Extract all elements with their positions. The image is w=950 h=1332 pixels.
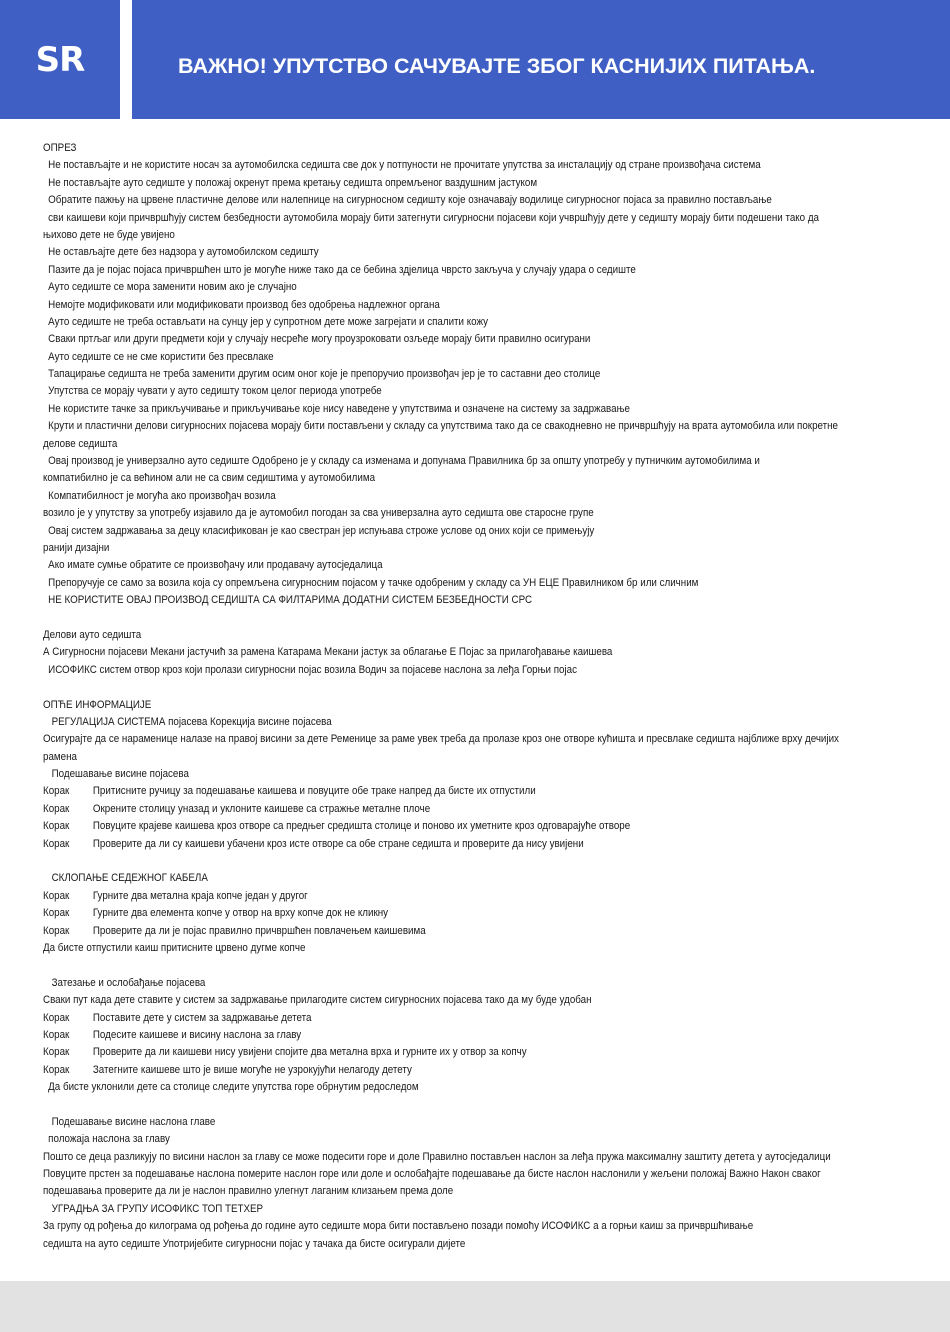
- general-heading: ОПЋЕ ИНФОРМАЦИЈЕ: [43, 698, 152, 711]
- step-row: Корак Поставите дете у систем за задржавање детета: [43, 1011, 312, 1024]
- tighten-heading: Затезање и ослобађање појасева: [51, 976, 206, 989]
- footer-bar: [0, 1281, 950, 1332]
- manual-content: [43, 140, 903, 1253]
- header-divider: [120, 0, 132, 119]
- section-subheading: РЕГУЛАЦИЈА СИСТЕМА појасева Корекција висине појасева: [51, 715, 332, 728]
- language-code: SR: [35, 39, 85, 80]
- warning-line: Немојте модификовати или модификовати производ без одобрења надлежног органа: [48, 298, 440, 311]
- warning-line: НЕ КОРИСТИТЕ ОВАЈ ПРОИЗВОД СЕДИШТА СА ФИЛТАРИМА ДОДАТНИ СИСТЕМ БЕЗБЕДНОСТИ СРС: [48, 594, 533, 607]
- step-row: Корак Проверите да ли каишеви нису увијени спојите два метална врха и гурните их у отвор за копчу: [43, 1046, 527, 1059]
- warning-line: њихово дете не буде увијено: [43, 228, 175, 241]
- step-row: Корак Подесите каишеве и висину наслона за главу: [43, 1028, 302, 1041]
- warning-line: Не постављајте и не користите носач за аутомобилска седишта све док у потпуности не прочитате упутства за инсталацију од стране произвођача система: [48, 159, 761, 172]
- warning-line: Сваки пртљаг или други предмети који у случају несреће могу проузроковати озљеде морају бити правилно осигурани: [48, 333, 591, 346]
- warning-line: Ауто седиште не треба остављати на сунцу јер у супротном дете може загрејати и спалити кожу: [48, 315, 489, 328]
- warning-line: Пазите да је појас појаса причвршћен што је могуће ниже тако да се бебина здјелица чврсто закључа у случају удара о седиште: [48, 263, 636, 276]
- warning-line: делове седишта: [43, 437, 118, 450]
- install-heading: УГРАДЊА ЗА ГРУПУ ИСОФИКС ТОП ТЕТХЕР: [51, 1202, 264, 1215]
- warning-heading: ОПРЕЗ: [43, 142, 77, 154]
- warning-line: Не остављајте дете без надзора у аутомобилском седишту: [48, 246, 319, 259]
- paragraph-line: За групу од рођења до килограма од рођења до године ауто седиште мора бити постављено позади помоћу ИСОФИКС а а горњи каиш за причвршћивање: [43, 1220, 754, 1233]
- section-subheading: положаја наслона за главу: [48, 1133, 170, 1146]
- step-row: Корак Проверите да ли су каишеви убачени кроз исте отворе са обе стране седишта и проверите да нису увијени: [43, 837, 584, 850]
- section-subheading: Подешавање висине појасева: [51, 768, 189, 781]
- paragraph-line: рамена: [43, 750, 77, 763]
- warning-line: Тапацирање седишта не треба заменити другим осим оног које је препоручио произвођач јер је то саставни део столице: [48, 368, 601, 381]
- step-row: Корак Затегните каишеве што је више могуће не узрокујући нелагоду детету: [43, 1063, 412, 1076]
- paragraph-line: Да бисте уклонили дете са столице следите упутства горе обрнутим редоследом: [48, 1081, 419, 1094]
- paragraph-line: Да бисте отпустили каиш притисните црвено дугме копче: [43, 941, 306, 954]
- parts-heading: Делови ауто седишта: [43, 628, 142, 641]
- warning-line: Крути и пластични делови сигурносних појасева морају бити постављени у складу са упутствима тако да се свакодневно не причвршћују на врата аутомобила или покретне: [48, 420, 839, 433]
- warning-line: Компатибилност је могућа ако произвођач возила: [48, 489, 276, 502]
- page-title: ВАЖНО! УПУТСТВО САЧУВАЈТЕ ЗБОГ КАСНИЈИХ ПИТАЊА.: [178, 54, 816, 78]
- warning-line: Овај производ је универзално ауто седиште Одобрено је у складу са изменама и допунама Правилника бр за општу употребу у путничким аутомобилима и: [48, 455, 760, 468]
- paragraph-line: седишта на ауто седиште Употријебите сигурносни појас у тачака да бисте осигурали дијете: [43, 1237, 466, 1250]
- paragraph-line: Повуците прстен за подешавање наслона померите наслон горе или доле и ослобађајте подешавање да бисте наслон наслонили у жељени положај Важно Након сваког: [43, 1168, 821, 1181]
- warning-line: Не постављајте ауто седиште у положај окренут према кретању седишта опремљеног ваздушним јастуком: [48, 176, 538, 189]
- warning-line: Овај систем задржавања за децу класификован је као свестран јер испуњава строже услове од оних који се примењују: [48, 524, 595, 537]
- warning-line: Препоручује се само за возила која су опремљена сигурносним појасом у тачке одобреним у складу са УН ЕЦЕ Правилником бр или сличним: [48, 576, 699, 589]
- paragraph-line: Осигурајте да се нараменице налазе на правој висини за дете Ременице за раме увек треба да пролазе кроз оне отворе кућишта и пресвлаке седишта најближе врху дечијих: [43, 733, 839, 746]
- warning-line: Ауто седиште се мора заменити новим ако је случајно: [48, 281, 297, 294]
- warning-line: Ауто седиште се не сме користити без пресвлаке: [48, 350, 274, 363]
- step-row: Корак Повуците крајеве каишева кроз отворе са предњег средишта столице и поново их уметните кроз одговарајуће отворе: [43, 820, 631, 833]
- warning-line: компатибилно је са већином али не са свим седиштима у аутомобилима: [43, 472, 376, 485]
- headrest-heading: Подешавање висине наслона главе: [51, 1115, 216, 1128]
- step-row: Корак Окрените столицу уназад и уклоните каишеве са стражње металне плоче: [43, 802, 431, 815]
- paragraph-line: Пошто се деца разликују по висини наслон за главу се може подесити горе и доле Правилно постављен наслон за леђа пружа максималну заштиту детета у аутосједалици: [43, 1150, 831, 1163]
- step-row: Корак Гурните два метална краја копче један у другог: [43, 889, 308, 902]
- warning-line: Не користите тачке за прикључивање и прикључивање које нису наведене у упутствима и означене на систему за задржавање: [48, 402, 631, 415]
- step-row: Корак Проверите да ли је појас правилно причвршћен повлачењем каишевима: [43, 924, 426, 937]
- warning-line: Обратите пажњу на црвене пластичне делове или налепнице на сигурносном седишту које означавају водилице сигурносног појаса за правилно постављање: [48, 194, 772, 207]
- warning-line: возило је у упутству за употребу изјавило да је аутомобил погодан за сва универзална ауто седишта ове старосне групе: [43, 507, 594, 520]
- parts-list-line: А Сигурносни појасеви Мекани јастучић за рамена Катарама Мекани јастук за облагање Е Појас за прилагођавање каишева: [43, 646, 613, 659]
- parts-list-line: ИСОФИКС систем отвор кроз који пролази сигурносни појас возила Водич за појасеве наслона за леђа Горњи појас: [48, 663, 578, 676]
- warning-line: сви каишеви који причвршћују систем безбедности аутомобила морају бити затегнути сигурносни појасеви који учвршћују дете у седишту морају бити подешени тако да: [48, 211, 820, 224]
- warning-line: Упутства се морају чувати у ауто седишту током целог периода употребе: [48, 385, 382, 398]
- header-band: [0, 0, 950, 119]
- step-row: Корак Гурните два елемента копче у отвор на врху копче док не кликну: [43, 907, 389, 920]
- step-row: Корак Притисните ручицу за подешавање каишева и повуците обе траке напред да бисте их отпустили: [43, 785, 536, 798]
- paragraph-line: Сваки пут када дете ставите у систем за задржавање прилагодите систем сигурносних појасева тако да му буде удобан: [43, 994, 592, 1007]
- paragraph-line: подешавања проверите да ли је наслон правилно улегнут лаганим клизањем према доле: [43, 1185, 454, 1198]
- warning-line: Ако имате сумње обратите се произвођачу или продавачу аутосједалица: [48, 559, 383, 572]
- warning-line: ранији дизајни: [43, 541, 110, 554]
- buckle-heading: СКЛОПАЊЕ СЕДЕЖНОГ КАБЕЛА: [51, 872, 208, 885]
